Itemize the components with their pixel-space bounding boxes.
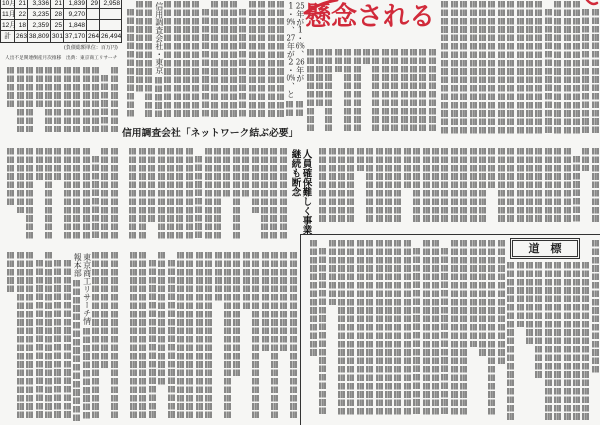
body-text-column: [155, 77, 162, 117]
body-text-column: [83, 148, 90, 239]
body-text-column: [45, 148, 52, 239]
body-text-column: [290, 252, 297, 418]
body-text-column: [357, 148, 364, 171]
table-cell: 3,336: [28, 0, 51, 9]
article-subheadline: 信用調査会社「ネットワーク結ぶ必要」: [122, 128, 299, 139]
body-text-column: [307, 49, 314, 131]
table-cell: 9,270: [64, 9, 87, 20]
body-text-column: [535, 148, 542, 222]
body-text-column: [73, 280, 80, 421]
table-cell: 1,839: [64, 0, 87, 9]
table-cell: 26,494: [100, 31, 122, 43]
body-text-column: [554, 148, 561, 222]
body-text-column: [573, 262, 580, 420]
table-cell: 301: [51, 31, 64, 43]
body-text-column: [526, 262, 533, 344]
body-text-column: [338, 148, 345, 222]
body-text-column: [347, 148, 354, 222]
body-text-column: [139, 252, 146, 418]
body-text-column: [488, 240, 495, 415]
body-text-column: [252, 252, 259, 418]
bankruptcy-stats-table: [0, 0, 122, 43]
body-text-column: [45, 67, 52, 132]
body-text-column: [174, 1, 181, 117]
table-row: [1, 9, 122, 20]
body-text-column: [366, 148, 373, 222]
body-text-column: [7, 148, 14, 205]
body-text-column: [167, 148, 174, 239]
body-text-column: [554, 262, 561, 420]
body-text-column: [130, 252, 137, 418]
body-text-column: [271, 252, 278, 418]
body-text-column: [391, 49, 398, 131]
body-text-column: [460, 148, 467, 222]
body-text-column: [296, 101, 303, 116]
body-text-column: [344, 49, 351, 131]
body-text-column: [215, 252, 222, 301]
body-text-column: [54, 67, 61, 132]
body-text-column: [347, 240, 354, 415]
body-text-column: [92, 67, 99, 132]
upright-digits: 6%: [295, 42, 305, 50]
body-text-column: [423, 148, 430, 222]
body-text-line: 報本部: [73, 253, 83, 277]
body-text-column: [573, 1, 580, 134]
body-text-column: [429, 49, 436, 131]
body-text-column: [357, 240, 364, 415]
table-total-label: 計: [1, 31, 15, 43]
body-text-column: [7, 252, 14, 292]
table-cell: 21: [15, 0, 28, 9]
table-total-row: [1, 31, 122, 43]
body-text-column: [319, 248, 326, 414]
body-text-column: [177, 252, 184, 418]
body-text-column: [54, 148, 61, 180]
body-text-column: [158, 148, 165, 239]
body-text-column: [36, 67, 43, 107]
body-text-column: [545, 9, 552, 133]
table-cell: [87, 9, 100, 20]
body-text-column: [451, 240, 458, 415]
body-text-column: [186, 252, 193, 418]
body-text-column: [592, 148, 599, 222]
body-text-column: [363, 49, 370, 64]
body-text-column: [545, 262, 552, 420]
table-month-cell: 11月: [2, 10, 16, 18]
body-text-column: [582, 148, 589, 171]
body-text-column: [354, 49, 361, 131]
body-text-column: [101, 252, 108, 368]
table-cell: [100, 20, 122, 31]
table-cell: [100, 9, 122, 20]
body-text-column: [432, 148, 439, 222]
body-text-column: [258, 1, 265, 117]
table-cell: 3,235: [28, 9, 51, 20]
body-text-line: 25年が1・6%、26年が: [295, 2, 305, 82]
table-cell: 22: [15, 9, 28, 20]
table-cell: 25: [51, 20, 64, 31]
body-text-column: [394, 240, 401, 415]
table-cell: [87, 20, 100, 31]
table-cell: 29: [87, 0, 100, 9]
body-text-column: [168, 260, 175, 418]
upright-digits: 26: [295, 58, 305, 66]
body-text-column: [338, 240, 345, 415]
body-text-column: [64, 67, 71, 132]
body-text-column: [176, 148, 183, 239]
body-text-column: [535, 1, 542, 134]
body-text-column: [36, 260, 43, 418]
body-text-column: [507, 148, 514, 222]
body-text-column: [507, 262, 514, 420]
body-text-column: [26, 67, 33, 132]
body-text-column: [196, 252, 203, 418]
table-month-cell: 12月: [2, 21, 16, 29]
table-cell: 28: [51, 9, 64, 20]
body-text-column: [36, 148, 43, 180]
body-text-column: [148, 148, 155, 222]
body-text-column: [366, 240, 373, 415]
table-caption: 人出不足関連倒産月次推移 出典：東京商工リサーチ: [5, 55, 118, 61]
body-text-column: [507, 1, 514, 134]
table-cell: 37,170: [64, 31, 87, 43]
body-text-column: [470, 240, 477, 347]
body-text-column: [158, 252, 165, 385]
article-vertical-subhead: 人員確保難しく事業: [300, 149, 312, 235]
body-text-column: [101, 148, 108, 239]
body-text-column: [17, 148, 24, 213]
body-text-column: [325, 49, 332, 131]
body-text-column: [394, 148, 401, 222]
body-text-column: [224, 252, 231, 418]
body-text-column: [192, 1, 199, 117]
body-text-column: [410, 49, 417, 131]
body-text-column: [262, 252, 269, 351]
body-text-column: [479, 240, 486, 356]
body-text-column: [221, 1, 228, 117]
body-text-line: 信用調査会社・東京: [154, 2, 164, 74]
body-text-column: [329, 240, 336, 305]
table-month-cell: 10月: [1, 0, 15, 9]
body-text-column: [564, 1, 571, 134]
body-text-column: [535, 262, 542, 378]
body-text-column: [451, 1, 458, 134]
table-row: [1, 0, 122, 9]
body-text-column: [385, 240, 392, 415]
body-text-column: [205, 148, 212, 239]
table-cell: 18: [15, 20, 28, 31]
body-text-column: [382, 49, 389, 131]
body-text-column: [517, 148, 524, 222]
body-text-column: [186, 148, 193, 239]
body-text-column: [470, 1, 477, 134]
body-text-column: [242, 148, 249, 197]
body-text-column: [205, 252, 212, 418]
body-text-column: [111, 148, 118, 239]
body-text-column: [460, 1, 467, 134]
body-text-column: [211, 1, 218, 117]
body-text-column: [64, 260, 71, 418]
body-text-column: [54, 260, 61, 418]
table-cell: 21: [51, 0, 64, 9]
body-text-column: [376, 148, 383, 222]
body-text-column: [111, 67, 118, 132]
main-headline: 懸念される: [305, 2, 436, 32]
body-text-column: [554, 1, 561, 134]
body-text-column: [92, 252, 99, 418]
body-text-column: [376, 240, 383, 415]
body-text-column: [423, 240, 430, 415]
body-text-column: [83, 67, 90, 132]
body-text-column: [139, 148, 146, 239]
body-text-column: [277, 1, 284, 117]
body-text-column: [136, 1, 143, 92]
body-text-column: [195, 156, 202, 238]
body-text-column: [545, 148, 552, 222]
body-text-column: [401, 49, 408, 131]
body-text-column: [261, 148, 268, 239]
upright-digits: 0%: [286, 74, 296, 82]
body-text-column: [73, 148, 80, 239]
body-text-column: [111, 252, 118, 418]
body-text-column: [385, 148, 392, 222]
body-text-column: [127, 9, 134, 116]
body-text-column: [233, 148, 240, 239]
body-text-column: [249, 1, 256, 117]
body-text-column: [310, 240, 317, 356]
body-text-column: [149, 260, 156, 418]
body-text-column: [488, 1, 495, 134]
body-text-column: [92, 156, 99, 238]
body-text-column: [441, 148, 448, 222]
body-text-column: [404, 240, 411, 415]
red-headline-fragment: [586, 0, 598, 8]
body-text-column: [498, 1, 505, 134]
body-text-column: [268, 1, 275, 117]
body-text-column: [592, 9, 599, 133]
body-text-column: [419, 49, 426, 131]
body-text-column: [233, 252, 240, 376]
body-text-column: [517, 1, 524, 134]
upright-digits: 25: [295, 2, 305, 10]
body-text-column: [280, 148, 287, 239]
body-text-column: [26, 252, 33, 418]
body-text-column: [517, 262, 524, 327]
body-text-column: [564, 262, 571, 420]
table-row: [1, 20, 122, 31]
body-text-line: 東京商工リサーチ情: [82, 253, 92, 325]
table-cell: 2,958: [100, 0, 122, 9]
body-text-column: [413, 248, 420, 414]
body-text-column: [17, 67, 24, 132]
body-text-column: [564, 148, 571, 222]
body-text-column: [270, 148, 277, 239]
body-text-line: 1・9%、27年が2・0%、と: [286, 2, 296, 98]
body-text-column: [470, 148, 477, 222]
body-text-column: [592, 240, 599, 373]
upright-digits: 27: [286, 34, 296, 42]
body-text-column: [239, 9, 246, 116]
table-cell: 1,848: [64, 20, 87, 31]
body-text-column: [413, 148, 420, 222]
body-text-column: [372, 49, 379, 131]
body-text-column: [129, 148, 136, 239]
body-text-column: [83, 328, 90, 419]
body-text-column: [280, 252, 287, 351]
body-text-column: [316, 49, 323, 106]
body-text-column: [164, 1, 171, 117]
body-text-column: [335, 49, 342, 72]
body-text-column: [286, 101, 293, 116]
body-text-column: [404, 148, 411, 188]
body-text-column: [526, 1, 533, 134]
table-cell: 264: [87, 31, 100, 43]
body-text-column: [183, 1, 190, 117]
body-text-column: [432, 240, 439, 415]
body-text-column: [17, 252, 24, 418]
body-text-column: [319, 148, 326, 222]
table-cell: 38,809: [28, 31, 51, 43]
body-text-column: [45, 252, 52, 418]
body-text-column: [73, 67, 80, 132]
body-text-column: [441, 1, 448, 134]
body-text-column: [202, 9, 209, 116]
body-text-column: [252, 148, 259, 213]
upright-digits: 1: [288, 2, 294, 10]
table-cell: 2,359: [28, 20, 51, 31]
table-cell: 263: [15, 31, 28, 43]
upright-digits: 2: [288, 58, 294, 66]
body-text-column: [582, 262, 589, 420]
body-text-column: [145, 1, 152, 117]
table-unit-note: (負債総額単位：百万円): [64, 45, 118, 51]
body-text-column: [223, 148, 230, 197]
body-text-column: [479, 148, 486, 222]
body-text-column: [243, 252, 250, 309]
dohyo-column-title: 道 標: [510, 238, 580, 259]
body-text-column: [26, 148, 33, 239]
body-text-column: [230, 1, 237, 117]
body-text-column: [460, 240, 467, 415]
body-text-column: [101, 75, 108, 132]
body-text-column: [451, 148, 458, 222]
body-text-column: [526, 148, 533, 222]
body-text-column: [582, 9, 589, 133]
body-text-column: [488, 148, 495, 188]
upright-digits: 9%: [286, 18, 296, 26]
body-text-column: [479, 1, 486, 134]
body-text-column: [329, 148, 336, 222]
body-text-column: [64, 148, 71, 239]
article-vertical-subhead: 継続も断念: [289, 149, 301, 197]
body-text-column: [441, 248, 448, 414]
body-text-column: [214, 148, 221, 239]
body-text-column: [573, 156, 580, 221]
body-text-column: [498, 240, 505, 364]
body-text-column: [7, 67, 14, 107]
upright-digits: 1: [297, 26, 303, 34]
body-text-column: [498, 148, 505, 222]
